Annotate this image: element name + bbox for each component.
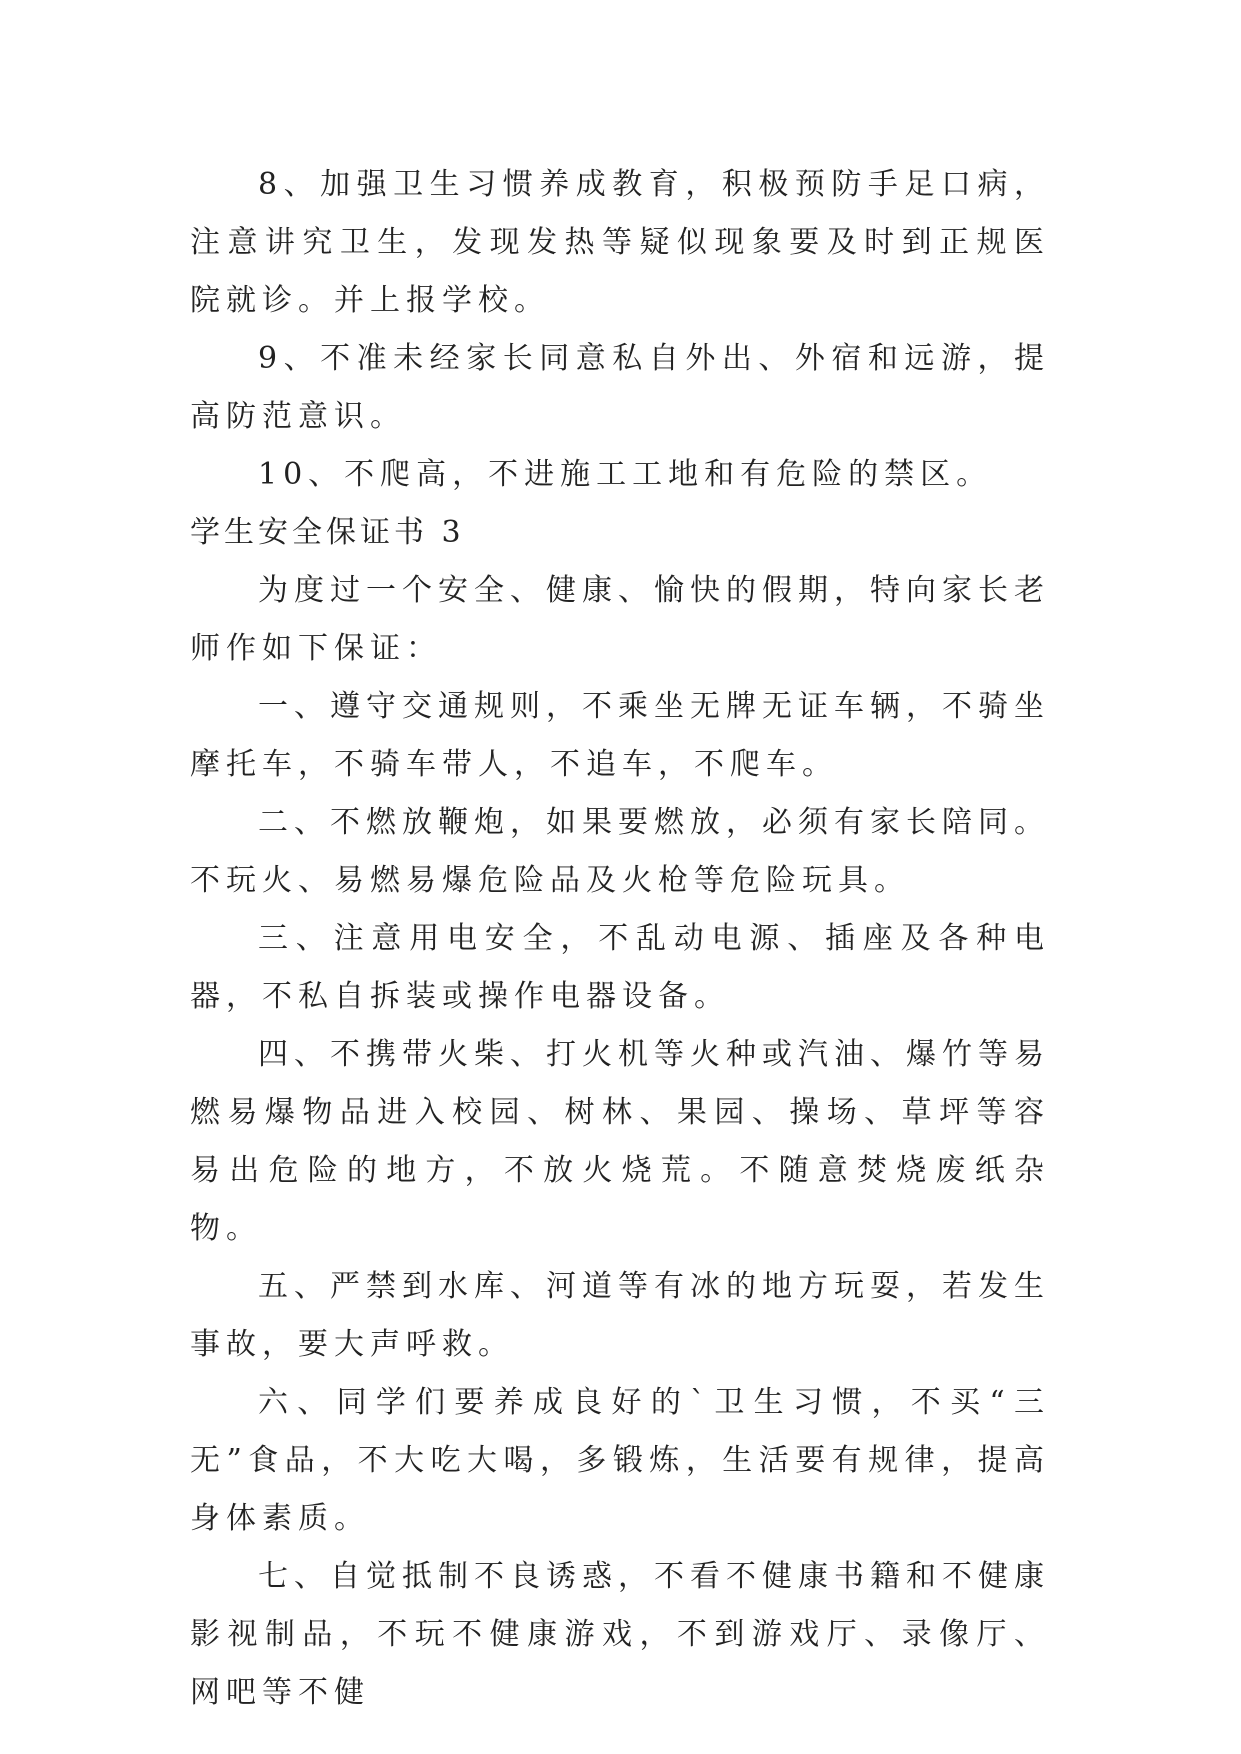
paragraph-item-10: 10、不爬高，不进施工工地和有危险的禁区。 — [258, 457, 993, 492]
paragraph-pledge-2: 二、不燃放鞭炮，如果要燃放，必须有家长陪同。不玩火、易燃易爆危险品及火枪等危险玩具。 — [190, 805, 1050, 898]
paragraph-pledge-4: 四、不携带火柴、打火机等火种或汽油、爆竹等易燃易爆物品进入校园、树林、果园、操场、草坪等容易出危险的地方，不放火烧荒。不随意焚烧废纸杂物。 — [190, 1037, 1050, 1246]
paragraph-item-8: 8、加强卫生习惯养成教育，积极预防手足口病，注意讲究卫生，发现发热等疑似现象要及时到正规医院就诊。并上报学校。 — [190, 167, 1050, 318]
paragraph-pledge-3: 三、注意用电安全，不乱动电源、插座及各种电器，不私自拆装或操作电器设备。 — [190, 921, 1050, 1014]
paragraph-pledge-5: 五、严禁到水库、河道等有冰的地方玩耍，若发生事故，要大声呼救。 — [190, 1269, 1050, 1362]
document-body — [190, 156, 1050, 1722]
paragraph-item-9: 9、不准未经家长同意私自外出、外宿和远游，提高防范意识。 — [190, 341, 1050, 434]
paragraph-pledge-7: 七、自觉抵制不良诱惑，不看不健康书籍和不健康影视制品，不玩不健康游戏，不到游戏厅、录像厅、网吧等不健 — [190, 1559, 1050, 1710]
paragraph-pledge-6: 六、同学们要养成良好的`卫生习惯，不买“三无”食品，不大吃大喝，多锻炼，生活要有规律，提高身体素质。 — [190, 1385, 1050, 1536]
paragraph-intro: 为度过一个安全、健康、愉快的假期，特向家长老师作如下保证： — [190, 573, 1050, 666]
paragraph-pledge-1: 一、遵守交通规则，不乘坐无牌无证车辆，不骑坐摩托车，不骑车带人，不追车，不爬车。 — [190, 689, 1050, 782]
section-title: 学生安全保证书 3 — [190, 515, 465, 550]
